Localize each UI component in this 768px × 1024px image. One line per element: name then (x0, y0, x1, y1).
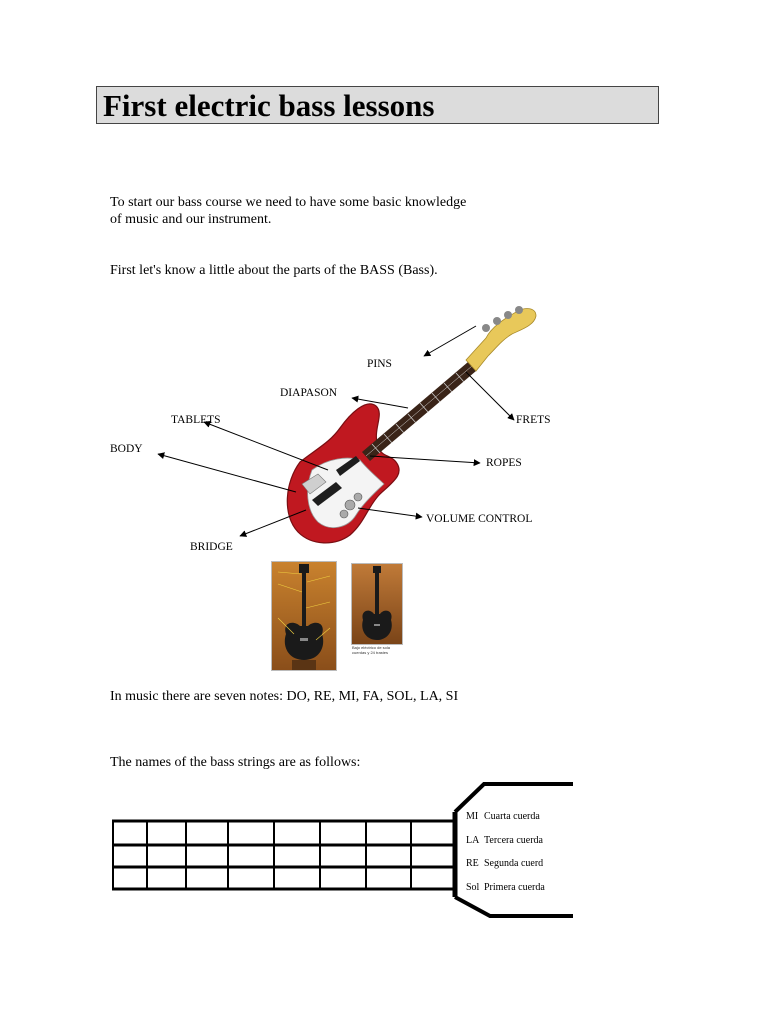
label-frets: FRETS (516, 414, 551, 426)
string-name-1: Cuarta cuerda (484, 811, 540, 822)
photo-caption-line-1: Bajo eléctrico de sola (352, 645, 391, 650)
arrow-tablets (204, 422, 328, 470)
intro-line-2: of music and our instrument. (110, 212, 272, 227)
arrow-pins (424, 326, 476, 356)
string-note-4: Sol (466, 882, 480, 893)
string-name-4: Primera cuerda (484, 882, 545, 893)
string-note-3: RE (466, 858, 479, 869)
string-note-1: MI (466, 811, 479, 822)
fretboard-diagram (0, 775, 768, 925)
photo-caption-line-2: cuerdas y 24 trastes (352, 650, 389, 655)
arrow-frets (466, 372, 514, 420)
bass-photo-plain (351, 563, 403, 645)
label-volume-control: VOLUME CONTROL (426, 513, 533, 525)
intro-line-1: To start our bass course we need to have some basic knowledge (110, 195, 467, 210)
bass-body (287, 404, 399, 543)
parts-intro: First let's know a little about the parts of the BASS (Bass). (110, 263, 438, 278)
string-name-3: Segunda cuerd (484, 858, 544, 869)
string-name-2: Tercera cuerda (484, 835, 543, 846)
page-title: First electric bass lessons (103, 88, 435, 123)
label-pins: PINS (367, 358, 392, 370)
label-tablets: TABLETS (171, 414, 221, 426)
label-body: BODY (110, 443, 143, 455)
notes-text: In music there are seven notes: DO, RE, MI, FA, SOL, LA, SI (110, 689, 459, 704)
strings-intro: The names of the bass strings are as follows: (110, 755, 361, 770)
string-note-2: LA (466, 835, 480, 846)
bass-diagram (0, 290, 768, 560)
label-bridge: BRIDGE (190, 541, 233, 553)
bass-photo-annotated (271, 561, 337, 671)
label-ropes: ROPES (486, 457, 522, 469)
label-diapason: DIAPASON (280, 387, 338, 399)
arrow-body (158, 454, 296, 492)
bass-headstock (466, 306, 536, 371)
title-box (96, 86, 659, 124)
